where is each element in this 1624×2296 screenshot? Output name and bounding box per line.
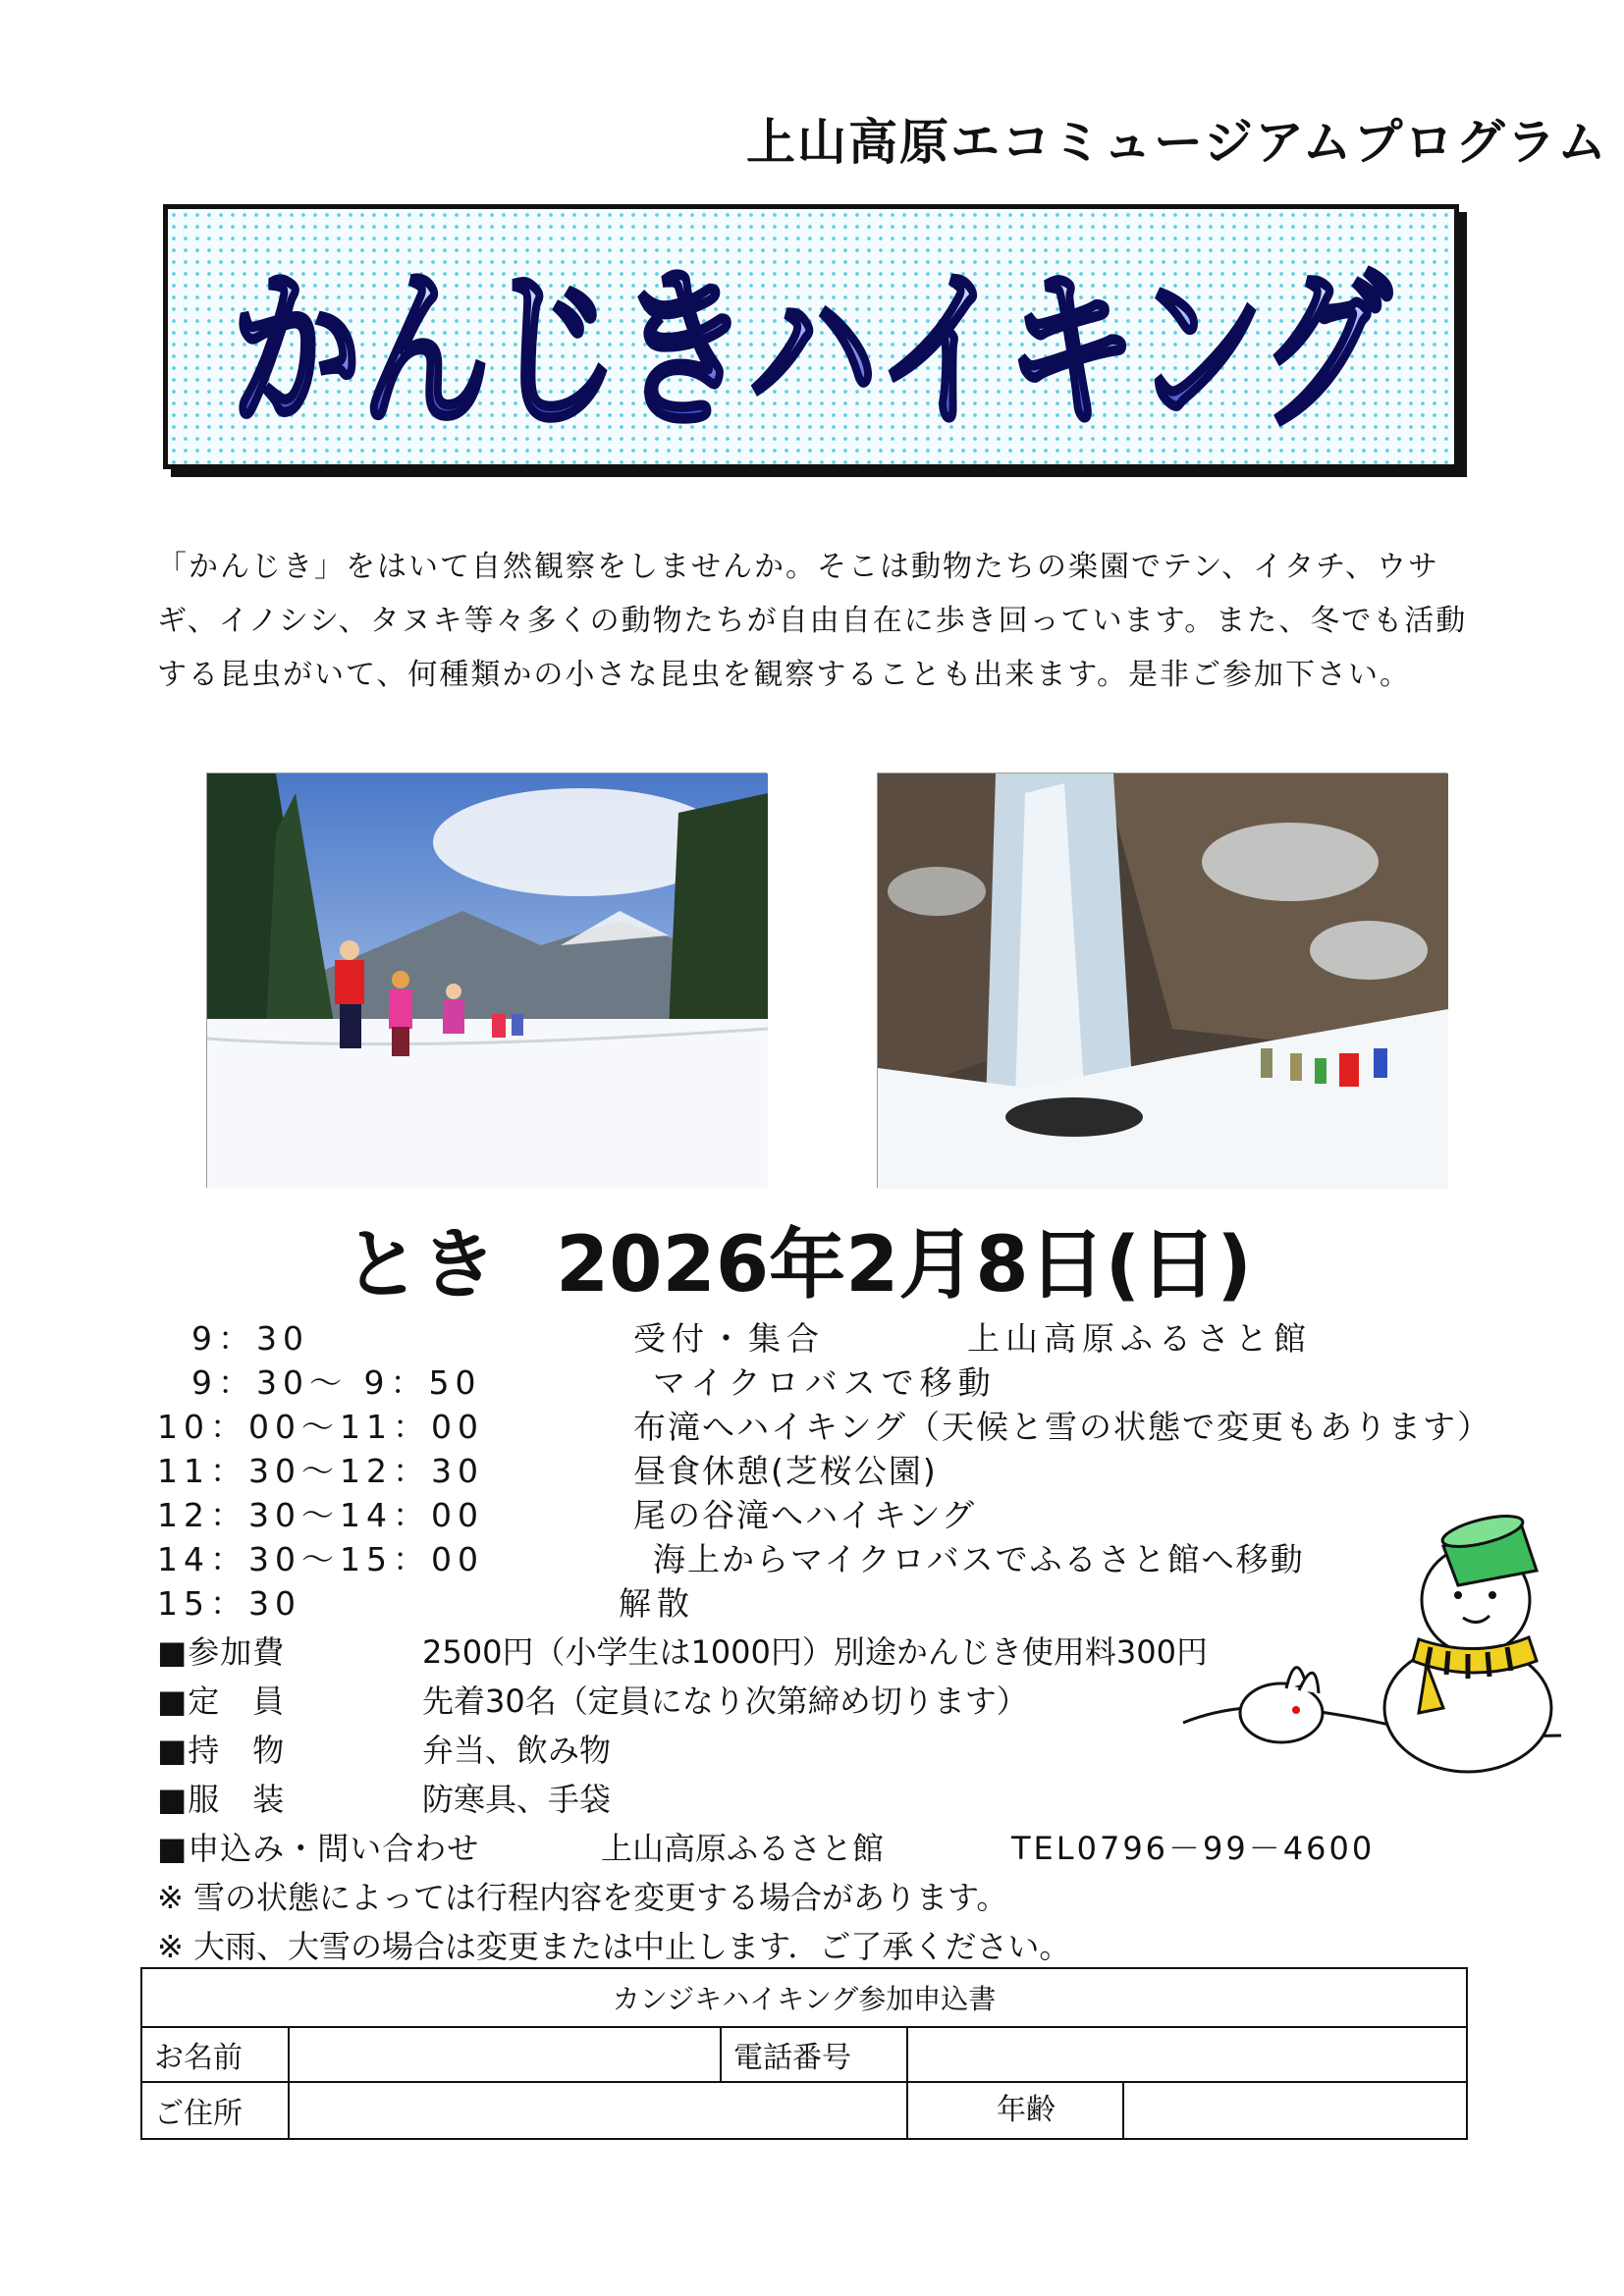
capacity-label: ■定 員 <box>157 1682 286 1720</box>
schedule-time: 11：30～12：30 <box>157 1452 484 1490</box>
schedule-time: 9：30 <box>191 1319 309 1358</box>
note-cancellation: ※ 大雨、大雪の場合は変更または中止します．ご了承ください。 <box>157 1928 1071 1965</box>
schedule-time: 9：30～ 9：50 <box>191 1363 482 1402</box>
form-title: カンジキハイキング参加申込書 <box>141 1968 1467 2027</box>
name-label: お名前 <box>141 2027 289 2082</box>
age-field[interactable] <box>1124 2083 1466 2138</box>
belongings-label: ■持 物 <box>157 1732 286 1769</box>
intro-paragraph: 「かんじき」をはいて自然観察をしませんか。そこは動物たちの楽園でテン、イタチ、ウサギ、イノシシ、タヌキ等々多くの動物たちが自由自在に歩き回っています。また、冬でも活動する昆虫がいて、何種類かの小さな昆虫を観察することも出来ます。是非ご参加下さい。 <box>157 550 1468 692</box>
banner-title-graphic <box>168 209 1454 464</box>
phone-field[interactable] <box>907 2027 1467 2082</box>
clothing-value: 防寒具、手袋 <box>422 1781 612 1818</box>
schedule-activity: 布滝へハイキング（天候と雪の状態で変更もあります） <box>633 1408 1492 1446</box>
name-field[interactable] <box>289 2027 721 2082</box>
event-date <box>344 1203 1326 1309</box>
note-weather: ※ 雪の状態によっては行程内容を変更する場合があります。 <box>157 1879 1008 1916</box>
schedule-activity: 受付・集合 <box>633 1319 825 1358</box>
program-title: 上山高原エコミュージアムプログラム <box>746 114 1608 171</box>
belongings-value: 弁当、飲み物 <box>422 1732 612 1769</box>
date-label: とき <box>344 1221 498 1309</box>
address-label: ご住所 <box>141 2082 289 2139</box>
schedule-activity: 昼食休憩(芝桜公園) <box>633 1452 938 1490</box>
title-banner <box>163 204 1459 469</box>
application-form <box>140 1967 1468 2140</box>
schedule-activity: 海上からマイクロバスでふるさと館へ移動 <box>653 1540 1305 1578</box>
schedule-time: 10：00～11：00 <box>157 1408 484 1446</box>
frozen-waterfall-photo <box>877 773 1447 1188</box>
clothing-label: ■服 装 <box>157 1781 286 1818</box>
hikers-photo <box>206 773 767 1188</box>
schedule-time: 12：30～14：00 <box>157 1496 484 1534</box>
contact-tel: TEL0796－99－4600 <box>1011 1830 1376 1867</box>
schedule-time: 14：30～15：00 <box>157 1540 484 1578</box>
schedule-place: 上山高原ふるさと館 <box>967 1319 1312 1358</box>
schedule-activity: 解散 <box>619 1584 695 1623</box>
schedule-time: 15：30 <box>157 1584 301 1623</box>
fee-label: ■参加費 <box>157 1633 286 1671</box>
schedule-activity: マイクロバスで移動 <box>653 1363 997 1402</box>
phone-label: 電話番号 <box>721 2027 907 2082</box>
contact-place: 上山高原ふるさと館 <box>601 1830 885 1867</box>
schedule-activity: 尾の谷滝へハイキング <box>633 1496 977 1534</box>
banner-title: かんじきハイキング <box>232 252 1392 452</box>
contact-label: ■申込み・問い合わせ <box>157 1830 480 1867</box>
address-field[interactable] <box>289 2082 907 2139</box>
age-cell <box>907 2082 1467 2139</box>
snowman-illustration <box>1173 1502 1566 1777</box>
capacity-value: 先着30名（定員になり次第締め切ります） <box>422 1682 1028 1720</box>
date-value: 2026年2月8日(日) <box>556 1221 1252 1309</box>
age-label: 年齢 <box>908 2083 1124 2138</box>
fee-value: 2500円（小学生は1000円）別途かんじき使用料300円 <box>422 1633 1208 1671</box>
